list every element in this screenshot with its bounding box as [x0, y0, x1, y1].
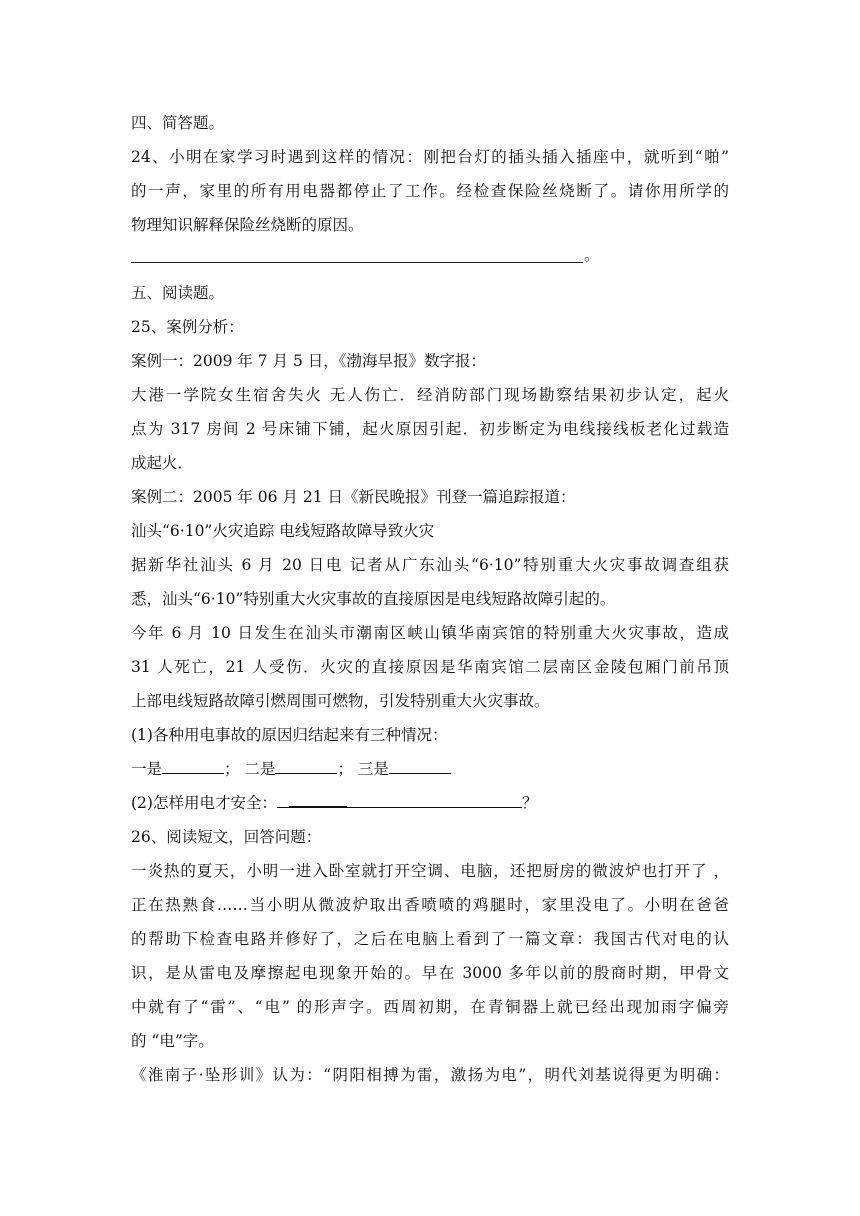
case-1-line-2: 点为 317 房间 2 号床铺下铺，起火原因引起．初步断定为电线接线板老化过载造 — [131, 420, 729, 438]
question-26-line-3: 的帮助下检查电路并修好了，之后在电脑上看到了一篇文章：我国古代对电的认 — [131, 930, 729, 948]
blank-3-label: ； 三是 — [337, 760, 389, 778]
blank-3[interactable] — [389, 753, 451, 774]
question-24-line-2: 的一声，家里的所有用电器都停止了工作。经检查保险丝烧断了。请你用所学的 — [131, 182, 729, 200]
question-26-line-7: 《淮南子·坠形训》认为：“阴阳相搏为雷，激扬为电”，明代刘基说得更为明确： — [131, 1066, 729, 1084]
section-heading-short-answer: 四、简答题。 — [131, 114, 225, 132]
sub-question-1: (1)各种用电事故的原因归结起来有三种情况： — [131, 726, 448, 744]
sub-question-2-end: ？ — [521, 794, 538, 812]
case-1-line-3: 成起火． — [131, 454, 194, 472]
case-2-line-3: 今年 6 月 10 日发生在汕头市潮南区峡山镇华南宾馆的特别重大火灾事故，造成 — [131, 624, 729, 642]
question-26-line-1: 一炎热的夏天，小明一进入卧室就打开空调、电脑，还把厨房的微波炉也打开了 ， — [131, 862, 729, 880]
blank-1-label: 一是 — [131, 760, 163, 778]
blank-safety-answer[interactable] — [277, 787, 522, 808]
case-2-line-1: 据新华社汕头 6 月 20 日电 记者从广东汕头“6·10”特别重大火灾事故调查组获 — [131, 556, 729, 574]
case-2-line-4: 31 人死亡，21 人受伤．火灾的直接原因是华南宾馆二层南区金陵包厢门前吊顶 — [131, 658, 729, 676]
section-heading-reading: 五、阅读题。 — [131, 284, 225, 302]
sub-question-2 — [131, 786, 537, 820]
sub-question-1-blanks — [131, 752, 451, 786]
question-24-line-3: 物理知识解释保险丝烧断的原因。 — [131, 216, 364, 234]
question-25-title: 25、案例分析： — [131, 318, 244, 336]
question-26-line-5: 中就有了“雷”、“电” 的形声字。西周初期，在青铜器上就已经出现加雨字偏旁 — [131, 998, 729, 1016]
case-2-line-2: 悉，汕头“6·10”特别重大火灾事故的直接原因是电线短路故障引起的。 — [131, 590, 616, 608]
question-26-line-2: 正在热熟食……当小明从微波炉取出香喷喷的鸡腿时，家里没电了。小明在爸爸 — [131, 896, 729, 914]
sub-question-2-label: (2)怎样用电才安全： — [131, 794, 277, 812]
case-2-title: 案例二：2005 年 06 月 21 日《新民晚报》刊登一篇追踪报道： — [131, 488, 576, 506]
blank-2-label: ； 二是 — [224, 760, 276, 778]
case-1-line-1: 大港一学院女生宿舍失火 无人伤亡．经消防部门现场勘察结果初步认定，起火 — [131, 386, 729, 404]
question-24-line-1: 24、小明在家学习时遇到这样的情况：刚把台灯的插头插入插座中，就听到“啪” — [131, 148, 729, 166]
question-26-title: 26、阅读短文，回答问题： — [131, 828, 322, 846]
blank-2[interactable] — [275, 753, 337, 774]
case-2-line-5: 上部电线短路故障引燃周围可燃物，引发特别重大火灾事故。 — [131, 692, 550, 710]
case-1-title: 案例一：2009 年 7 月 5 日，《渤海早报》数字报： — [131, 352, 487, 370]
blank-1[interactable] — [162, 753, 224, 774]
case-2-headline: 汕头“6·10”火灾追踪 电线短路故障导致火灾 — [131, 522, 435, 540]
answer-end-mark: 。 — [584, 246, 600, 264]
answer-blank-24[interactable] — [131, 246, 583, 263]
question-26-line-4: 识，是从雷电及摩擦起电现象开始的。早在 3000 多年以前的殷商时期，甲骨文 — [131, 964, 729, 982]
question-26-line-6: 的 “电”字。 — [131, 1032, 214, 1050]
